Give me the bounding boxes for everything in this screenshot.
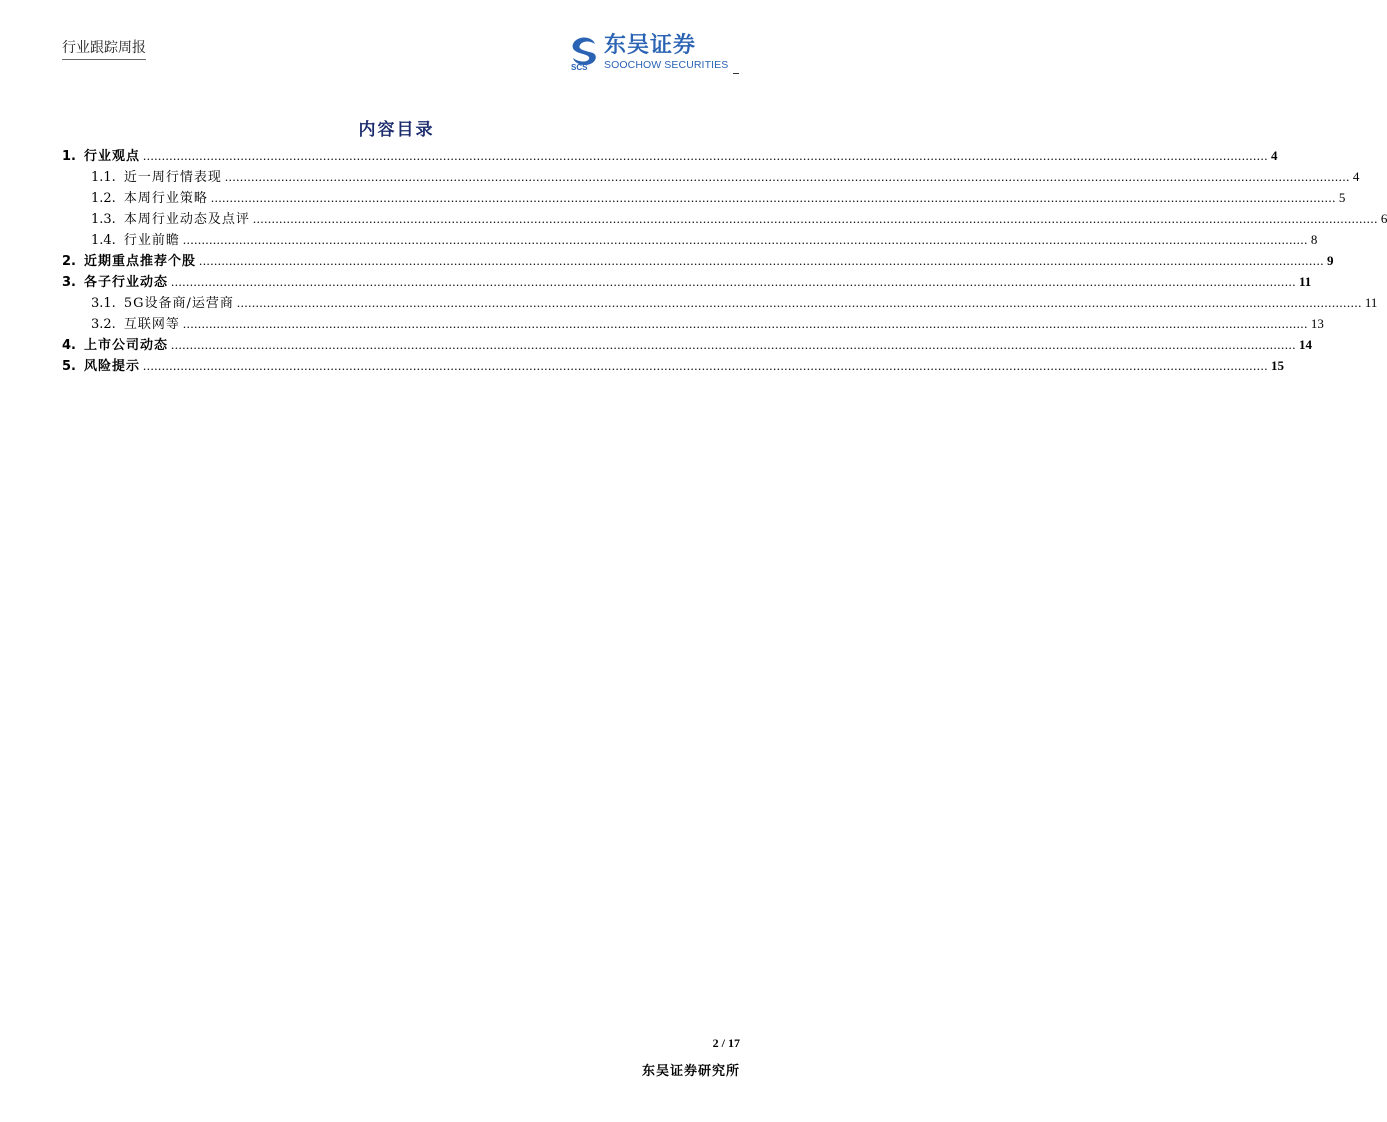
header-divider (733, 73, 739, 74)
toc-entry[interactable] (62, 187, 1346, 208)
toc-entry-number: 1. (62, 149, 76, 164)
toc-entry-page: 8 (1310, 232, 1318, 247)
toc-leader-dots: ............................................................................................................................................................................................................................................................................................................ (143, 148, 1268, 163)
toc-entry-label: 上市公司动态 (83, 338, 168, 353)
toc-entry[interactable] (62, 250, 1334, 271)
logo-chinese-name: 东吴证券 (604, 33, 697, 58)
toc-entry-page: 14 (1299, 337, 1312, 352)
toc-leader-dots: ............................................................................................................................................................................................................................................................................................................ (199, 253, 1324, 268)
toc-entry-number: 5. (62, 359, 76, 374)
company-logo (571, 33, 741, 75)
toc-leader-dots: ............................................................................................................................................................................................................................................................................................................ (171, 337, 1296, 352)
toc-entry-page: 9 (1327, 253, 1334, 268)
toc-entry[interactable] (62, 334, 1312, 355)
toc-entry-page: 11 (1299, 274, 1312, 289)
toc-entry[interactable] (62, 166, 1360, 187)
toc-entry-page: 5 (1338, 190, 1346, 205)
toc-entry[interactable] (62, 271, 1312, 292)
toc-entry[interactable] (62, 292, 1378, 313)
toc-entry[interactable] (62, 355, 1284, 376)
toc-entry-label: 行业观点 (83, 149, 140, 164)
table-of-contents (62, 145, 1387, 376)
toc-leader-dots: ............................................................................................................................................................................................................................................................................................................ (182, 316, 1308, 331)
report-type-label: 行业跟踪周报 (62, 40, 146, 60)
toc-entry-page: 11 (1364, 295, 1378, 310)
toc-entry-page: 13 (1310, 316, 1324, 331)
toc-entry[interactable] (62, 229, 1318, 250)
toc-entry-label: 互联网等 (123, 317, 180, 332)
logo-english-name: SOOCHOW SECURITIES (604, 59, 729, 71)
toc-entry-label: 5G设备商/运营商 (123, 296, 234, 311)
toc-entry-page: 6 (1380, 211, 1387, 226)
toc-entry-label: 本周行业策略 (123, 191, 208, 206)
toc-entry-page: 4 (1352, 169, 1360, 184)
logo-abbr: SCS (571, 63, 588, 72)
toc-leader-dots: ............................................................................................................................................................................................................................................................................................................ (182, 232, 1308, 247)
toc-entry-number: 3.2. (91, 317, 116, 332)
toc-leader-dots: ............................................................................................................................................................................................................................................................................................................ (224, 169, 1350, 184)
toc-entry-number: 3.1. (91, 296, 116, 311)
toc-entry-label: 行业前瞻 (123, 233, 180, 248)
toc-entry-label: 近一周行情表现 (123, 170, 222, 185)
toc-entry-number: 1.4. (91, 233, 116, 248)
toc-entry-number: 4. (62, 338, 76, 353)
page-indicator: 2 / 17 (712, 1036, 740, 1050)
toc-entry[interactable] (62, 208, 1387, 229)
toc-entry-number: 3. (62, 275, 76, 290)
toc-entry-page: 15 (1271, 358, 1284, 373)
toc-entry-number: 2. (62, 254, 76, 269)
toc-entry-page: 4 (1271, 148, 1278, 163)
toc-leader-dots: ............................................................................................................................................................................................................................................................................................................ (143, 358, 1268, 373)
footer-organization: 东吴证券研究所 (641, 1064, 740, 1079)
toc-entry-number: 1.2. (91, 191, 116, 206)
toc-leader-dots: ............................................................................................................................................................................................................................................................................................................ (236, 295, 1362, 310)
toc-leader-dots: ............................................................................................................................................................................................................................................................................................................ (171, 274, 1296, 289)
toc-entry-number: 1.3. (91, 212, 116, 227)
toc-leader-dots: ............................................................................................................................................................................................................................................................................................................ (210, 190, 1336, 205)
toc-entry-label: 近期重点推荐个股 (83, 254, 196, 269)
toc-entry[interactable] (62, 145, 1278, 166)
toc-leader-dots: ............................................................................................................................................................................................................................................................................................................ (252, 211, 1378, 226)
toc-entry-label: 风险提示 (83, 359, 140, 374)
toc-entry[interactable] (62, 313, 1324, 334)
toc-entry-label: 各子行业动态 (83, 275, 168, 290)
toc-entry-label: 本周行业动态及点评 (123, 212, 250, 227)
toc-title: 内容目录 (358, 120, 435, 140)
toc-entry-number: 1.1. (91, 170, 116, 185)
